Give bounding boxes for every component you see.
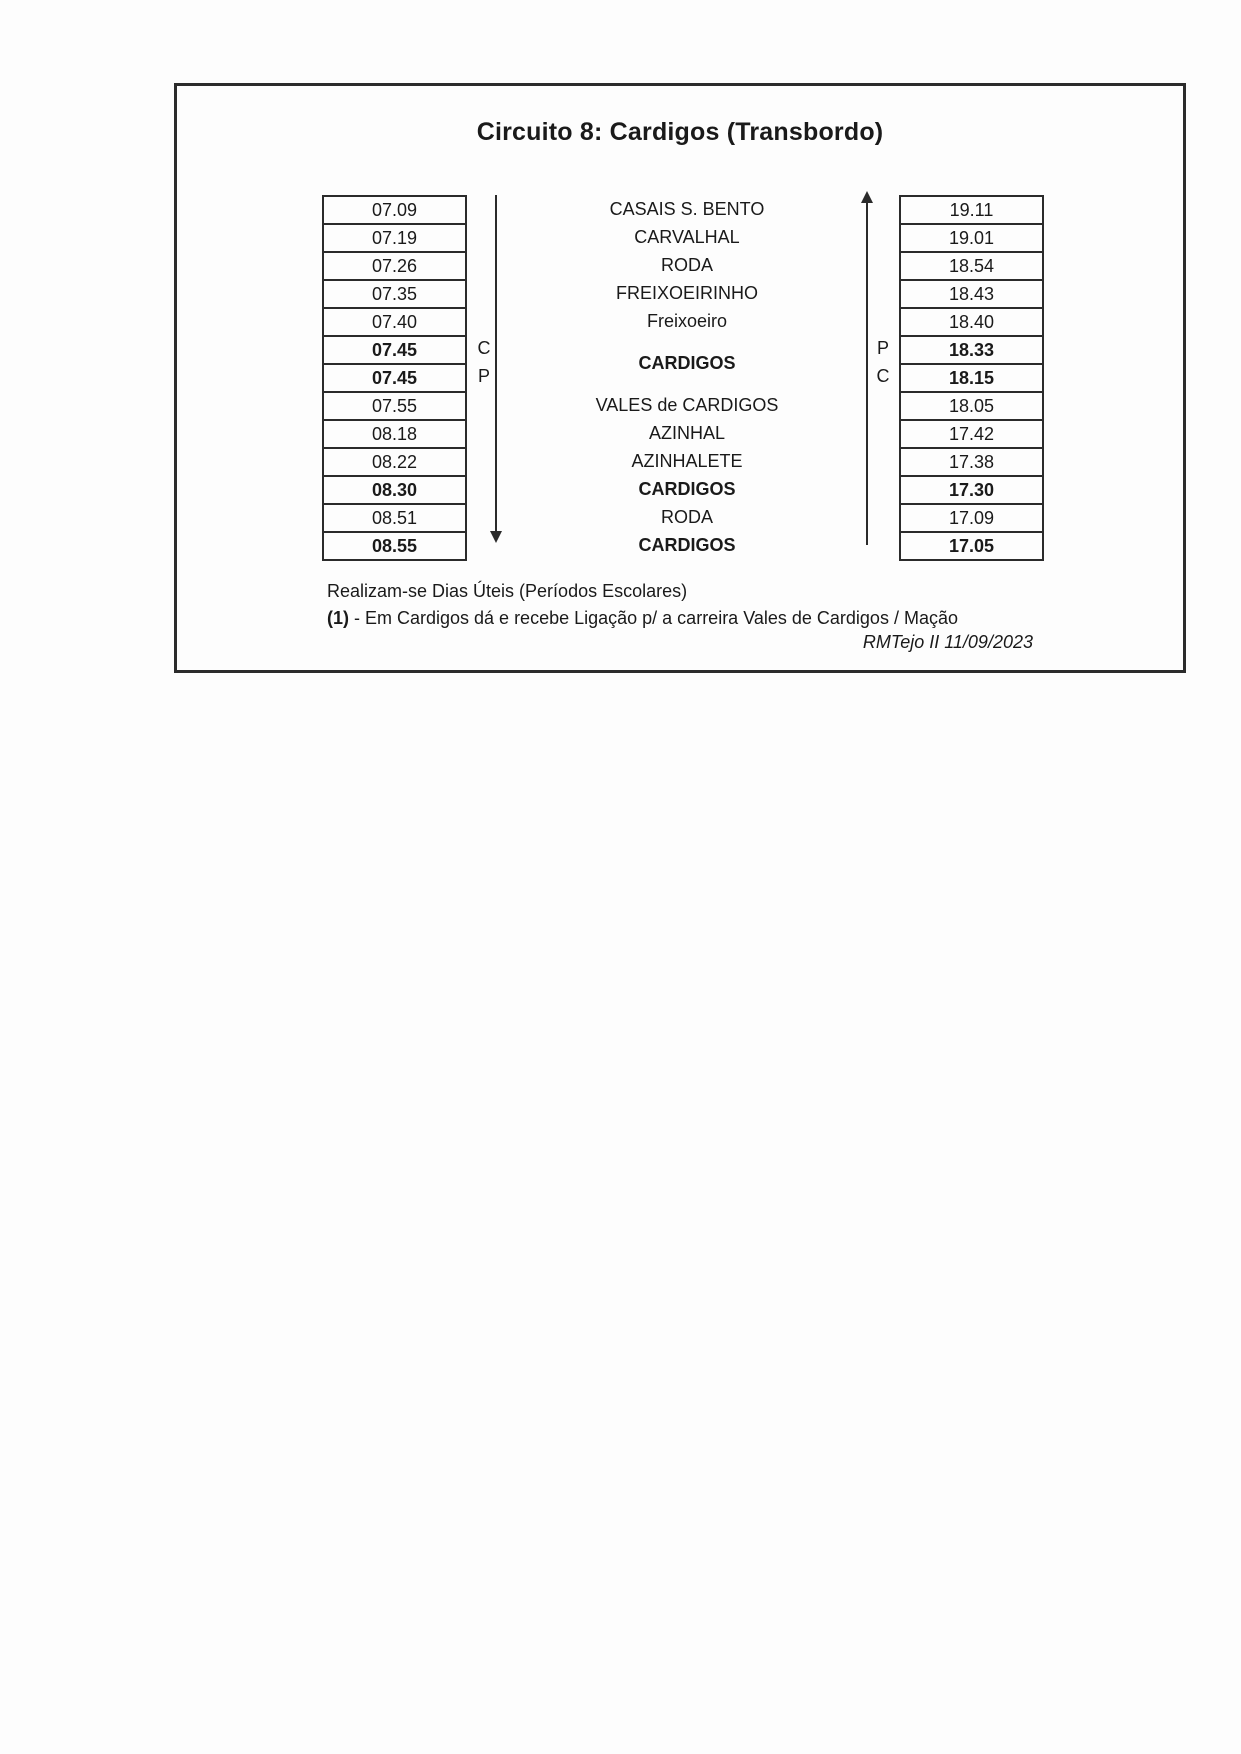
right-marker-bottom: C (876, 366, 890, 386)
notes-ref: (1) (327, 608, 349, 628)
outbound-time-cell: 08.30 (322, 477, 467, 505)
stop-name: AZINHAL (648, 423, 726, 443)
outbound-time-cell: 07.35 (322, 281, 467, 309)
return-time-cell: 17.05 (899, 533, 1044, 561)
return-time-cell: 19.11 (899, 195, 1044, 225)
stop-name: VALES de CARDIGOS (595, 395, 779, 415)
return-time-cell: 17.38 (899, 449, 1044, 477)
return-time-cell: 18.05 (899, 393, 1044, 421)
stops-column (487, 195, 887, 559)
outbound-time-cell: 07.26 (322, 253, 467, 281)
stop-name: CARDIGOS (638, 479, 736, 499)
outbound-time-cell: 07.45 (322, 337, 467, 365)
outbound-time-cell: 07.19 (322, 225, 467, 253)
notes-line-2 (327, 605, 958, 632)
outbound-time-cell: 07.40 (322, 309, 467, 337)
timetable-title: Circuito 8: Cardigos (Transbordo) (476, 118, 884, 146)
stop-name: CARDIGOS (638, 353, 736, 373)
return-time-cell: 18.15 (899, 365, 1044, 393)
notes-line-1: Realizam-se Dias Úteis (Períodos Escolares) (327, 581, 688, 601)
stop-name: Freixoeiro (646, 311, 728, 331)
left-marker-bottom: P (477, 366, 490, 386)
stop-name: RODA (660, 507, 713, 527)
stop-name: CASAIS S. BENTO (609, 199, 765, 219)
stop-name: FREIXOEIRINHO (615, 283, 758, 303)
left-marker-top: C (477, 338, 491, 358)
outbound-time-cell: 08.22 (322, 449, 467, 477)
outbound-time-cell: 07.45 (322, 365, 467, 393)
outbound-time-cell: 07.55 (322, 393, 467, 421)
down-arrow-icon (490, 531, 502, 543)
return-time-cell: 18.54 (899, 253, 1044, 281)
outbound-time-cell: 07.09 (322, 195, 467, 225)
outbound-time-cell: 08.55 (322, 533, 467, 561)
return-time-cell: 18.33 (899, 337, 1044, 365)
return-time-cell: 17.42 (899, 421, 1044, 449)
return-time-cell: 17.09 (899, 505, 1044, 533)
outbound-time-cell: 08.18 (322, 421, 467, 449)
stop-name: RODA (660, 255, 713, 275)
right-marker-top: P (876, 338, 889, 358)
return-time-cell: 19.01 (899, 225, 1044, 253)
outbound-times-column (322, 195, 467, 561)
stop-name: CARDIGOS (638, 535, 736, 555)
stop-name: CARVALHAL (634, 227, 740, 247)
return-times-column (899, 195, 1044, 561)
return-time-cell: 18.40 (899, 309, 1044, 337)
return-time-cell: 17.30 (899, 477, 1044, 505)
timetable-frame (174, 83, 1186, 673)
up-arrow-icon (861, 191, 873, 203)
signature-stamp: RMTejo II 11/09/2023 (862, 632, 1033, 652)
timetable-notes (327, 578, 958, 632)
down-arrow-line (495, 195, 497, 535)
stop-name: AZINHALETE (631, 451, 743, 471)
up-arrow-line (866, 201, 868, 545)
notes-line-2-text: - Em Cardigos dá e recebe Ligação p/ a carreira Vales de Cardigos / Mação (349, 608, 958, 628)
outbound-time-cell: 08.51 (322, 505, 467, 533)
return-time-cell: 18.43 (899, 281, 1044, 309)
